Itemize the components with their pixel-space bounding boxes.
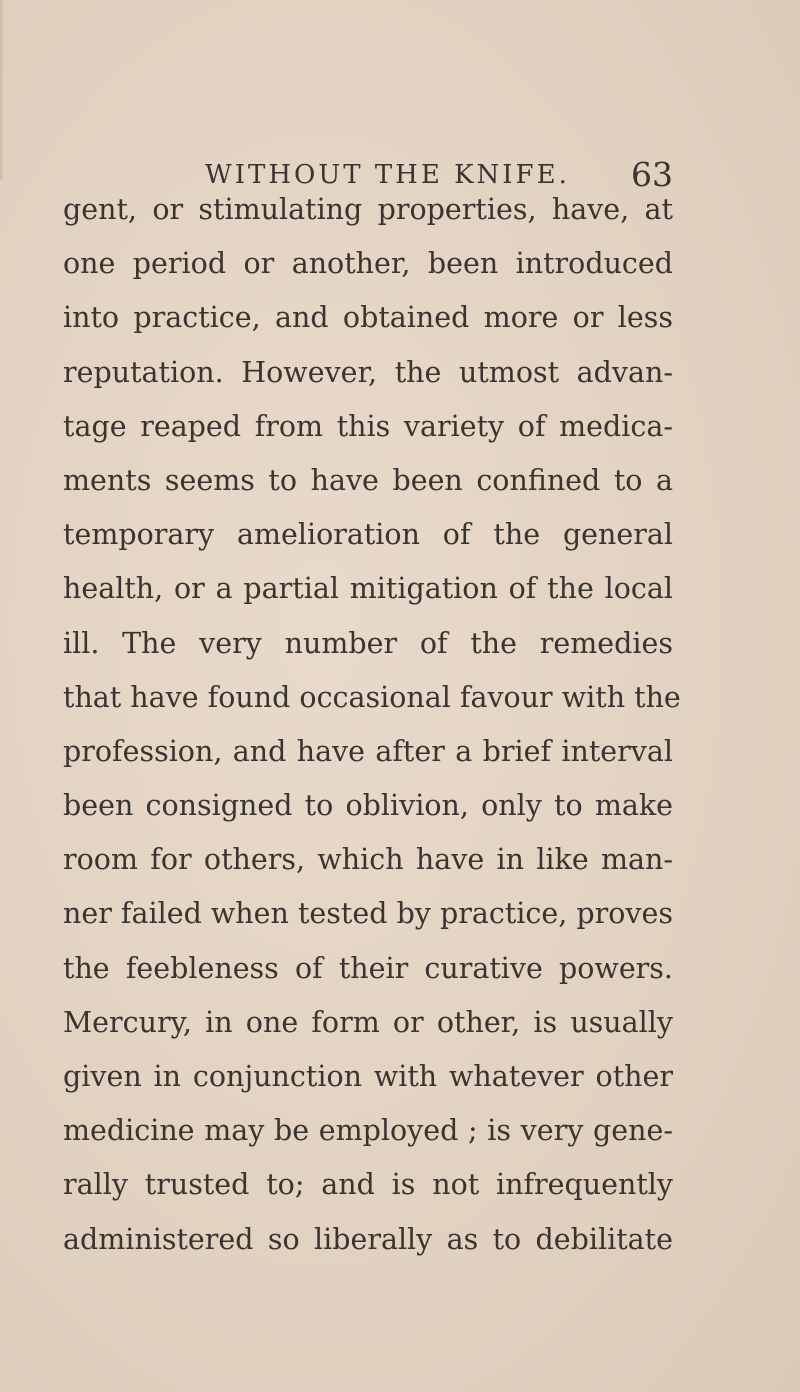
running-title: WITHOUT THE KNIFE. <box>205 160 570 190</box>
text-line: rally trusted to; and is not infrequently <box>63 1168 673 1202</box>
text-line: given in conjunction with whatever other <box>63 1060 673 1093</box>
text-line: medicine may be employed ; is very gene- <box>63 1114 673 1148</box>
text-line: the feebleness of their curative powers. <box>63 951 673 985</box>
text-line: one period or another, been introduced <box>63 247 673 281</box>
text-line: into practice, and obtained more or less <box>63 301 673 335</box>
text-line: been consigned to oblivion, only to make <box>63 789 673 823</box>
text-line: reputation. However, the utmost advan- <box>63 355 673 389</box>
text-line: Mercury, in one form or other, is usually <box>63 1005 673 1039</box>
text-line: administered so liberally as to debilitate <box>63 1222 673 1256</box>
text-line: ill. The very number of the remedies <box>63 626 673 660</box>
page-edge-shadow <box>0 0 4 180</box>
text-line: temporary amelioration of the general <box>63 518 673 552</box>
text-line: tage reaped from this variety of medica- <box>63 409 673 443</box>
text-line: ner failed when tested by practice, proves <box>63 897 673 931</box>
text-line: profession, and have after a brief interval <box>63 734 673 768</box>
text-line: ments seems to have been confined to a <box>63 463 673 497</box>
text-line: gent, or stimulating properties, have, at <box>63 193 673 226</box>
text-line: health, or a partial mitigation of the local <box>63 572 673 606</box>
text-line: room for others, which have in like man- <box>63 843 673 877</box>
body-text <box>63 183 681 1267</box>
page-number: 63 <box>631 155 673 194</box>
text-line: that have found occasional favour with the <box>63 680 681 714</box>
